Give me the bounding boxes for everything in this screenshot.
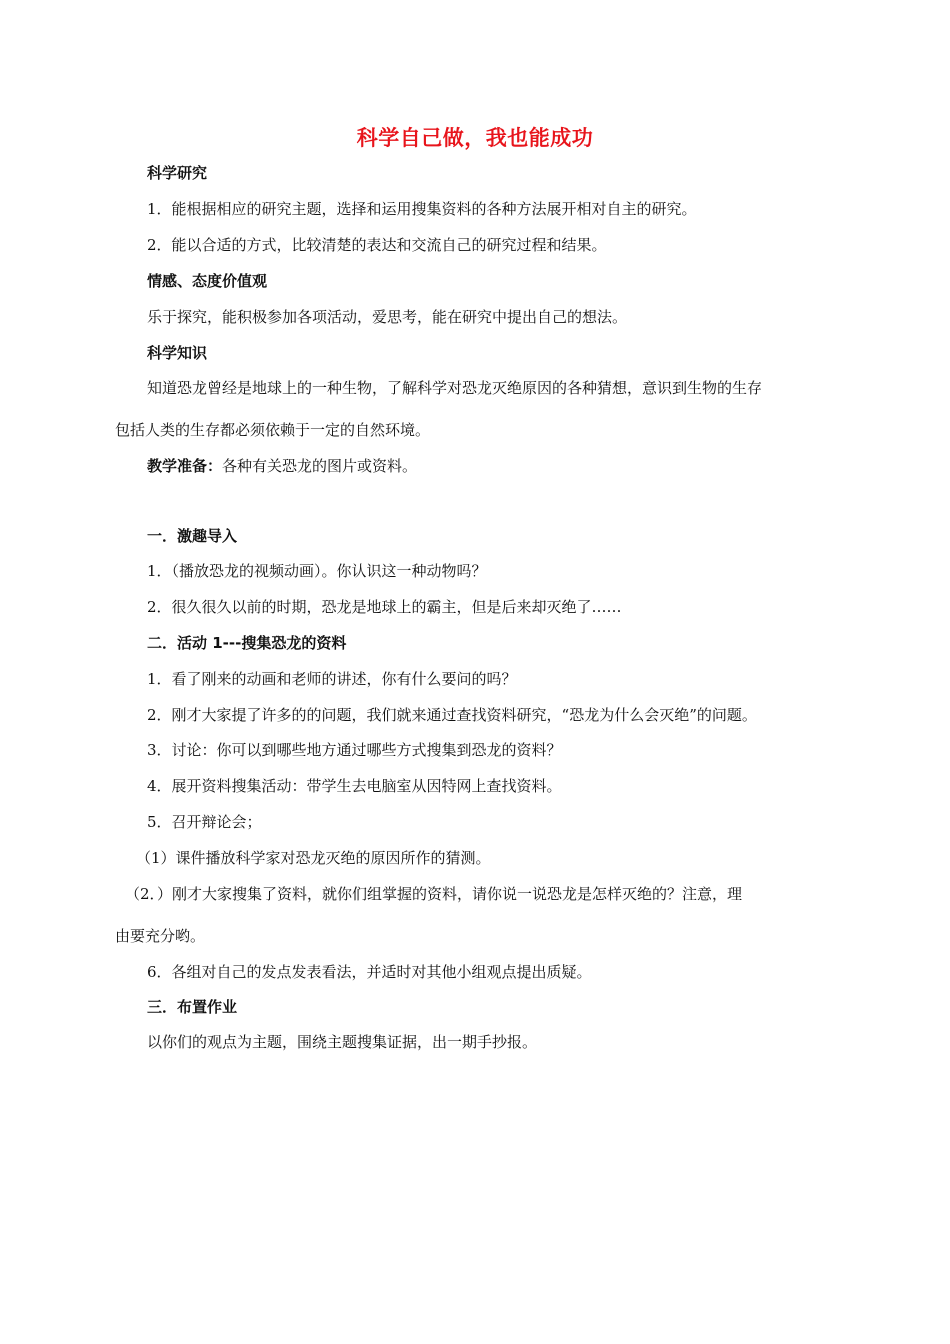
section3-heading: 三．布置作业 <box>147 998 238 1016</box>
teaching-prep-label: 教学准备： <box>147 457 223 475</box>
attitude-text: 乐于探究，能积极参加各项活动，爱思考，能在研究中提出自己的想法。 <box>147 308 628 326</box>
section2-item-3: 3．讨论：你可以到哪些地方通过哪些方式搜集到恐龙的资料？ <box>147 741 562 759</box>
section2-item-6: 6．各组对自己的发点发表看法，并适时对其他小组观点提出质疑。 <box>147 963 592 981</box>
section3-text: 以你们的观点为主题，围绕主题搜集证据，出一期手抄报。 <box>147 1033 538 1051</box>
attitude-heading: 情感、态度价值观 <box>147 272 268 290</box>
section1-item-1: 1．（播放恐龙的视频动画）。你认识这一种动物吗？ <box>147 562 487 580</box>
knowledge-text-line2: 包括人类的生存都必须依赖于一定的自然环境。 <box>115 421 431 439</box>
section2-sub-2-line1: （2．）刚才大家搜集了资料，就你们组掌握的资料，请你说一说恐龙是怎样灭绝的？注意，理 <box>125 885 743 903</box>
section2-sub-2-line2: 由要充分哟。 <box>115 927 206 945</box>
section1-item-2: 2．很久很久以前的时期，恐龙是地球上的霸主，但是后来却灭绝了…… <box>147 598 622 616</box>
teaching-prep <box>147 456 417 476</box>
section2-item-5: 5．召开辩论会； <box>147 813 262 831</box>
section2-item-1: 1．看了刚来的动画和老师的讲述，你有什么要问的吗？ <box>147 670 517 688</box>
knowledge-text-line1: 知道恐龙曾经是地球上的一种生物，了解科学对恐龙灭绝原因的各种猜想，意识到生物的生存 <box>147 379 763 397</box>
research-heading: 科学研究 <box>147 164 208 182</box>
research-item-1: 1．能根据相应的研究主题，选择和运用搜集资料的各种方法展开相对自主的研究。 <box>147 200 697 218</box>
document-title: 科学自己做，我也能成功 <box>356 126 594 150</box>
section2-sub-1: （1）课件播放科学家对恐龙灭绝的原因所作的猜测。 <box>136 849 491 867</box>
section2-heading: 二．活动 1---搜集恐龙的资料 <box>147 634 347 652</box>
section2-item-2: 2．刚才大家提了许多的的问题，我们就来通过查找资料研究，“恐龙为什么会灭绝”的问题。 <box>147 706 757 724</box>
teaching-prep-text: 各种有关恐龙的图片或资料。 <box>222 457 418 475</box>
section1-heading: 一．激趣导入 <box>147 527 238 545</box>
knowledge-heading: 科学知识 <box>147 344 208 362</box>
research-item-2: 2．能以合适的方式，比较清楚的表达和交流自己的研究过程和结果。 <box>147 236 607 254</box>
section2-item-4: 4．展开资料搜集活动：带学生去电脑室从因特网上查找资料。 <box>147 777 562 795</box>
